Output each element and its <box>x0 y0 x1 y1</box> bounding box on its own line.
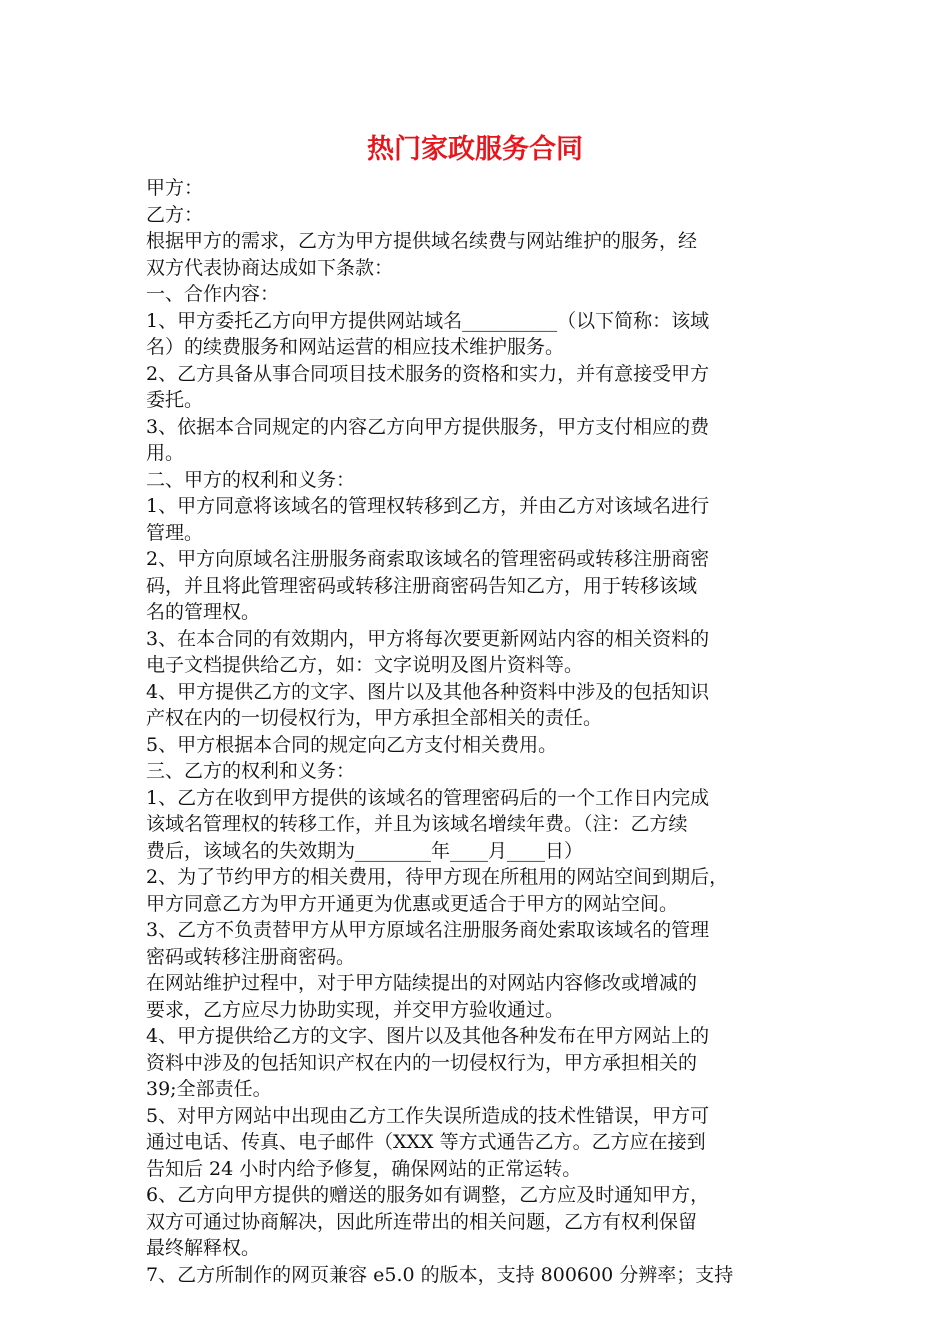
section-heading-cooperation: 一、合作内容： <box>146 283 280 305</box>
section-heading-party-a-rights: 二、甲方的权利和义务： <box>146 468 356 491</box>
clause-3-3: 3、乙方不负责替甲方从甲方原域名注册服务商处索取该域名的管理 密码或转移注册商密码。 <box>146 919 710 968</box>
clause-3-5: 5、对甲方网站中出现由乙方工作失误所造成的技术性错误，甲方可 通过电话、传真、电子邮件（XXX 等方式通告乙方。乙方应在接到 告知后 24 小时内给予修复，确保网站的正常运转。 <box>146 1104 710 1180</box>
section-heading-party-b-rights: 三、乙方的权利和义务： <box>146 760 356 782</box>
clause-2-1: 1、甲方同意将该域名的管理权转移到乙方，并由乙方对该域名进行 管理。 <box>146 495 710 544</box>
clause-1-3: 3、依据本合同规定的内容乙方向甲方提供服务，甲方支付相应的费 用。 <box>146 415 710 464</box>
clause-2-4: 4、甲方提供乙方的文字、图片以及其他各种资料中涉及的包括知识 产权在内的一切侵权行为，甲方承担全部相关的责任。 <box>146 680 710 729</box>
paragraph-party-a: 甲方： <box>146 177 204 199</box>
clause-3-4: 4、甲方提供给乙方的文字、图片以及其他各种发布在甲方网站上的 资料中涉及的包括知识产权在内的一切侵权行为，甲方承担相关的 39;全部责任。 <box>146 1025 710 1100</box>
clause-3-2: 2、为了节约甲方的相关费用，待甲方现在所租用的网站空间到期后， 甲方同意乙方为甲方开通更为优惠或更适合于甲方的网站空间。 <box>146 866 729 915</box>
document-title: 热门家政服务合同 <box>367 134 583 165</box>
clause-2-3: 3、在本合同的有效期内，甲方将每次要更新网站内容的相关资料的 电子文档提供给乙方，如：文字说明及图片资料等。 <box>146 627 710 676</box>
paragraph-preamble: 根据甲方的需求，乙方为甲方提供域名续费与网站维护的服务，经 双方代表协商达成如下条款： <box>146 230 698 279</box>
clause-3-1: 1、乙方在收到甲方提供的该域名的管理密码后的一个工作日内完成 该域名管理权的转移工作，并且为该域名增续年费。（注：乙方续 费后，该域名的失效期为________年____月____日） <box>146 786 710 862</box>
clause-2-2: 2、甲方向原域名注册服务商索取该域名的管理密码或转移注册商密 码，并且将此管理密码或转移注册商密码告知乙方，用于转移该域 名的管理权。 <box>146 548 710 623</box>
clause-3-6: 6、乙方向甲方提供的赠送的服务如有调整，乙方应及时通知甲方， 双方可通过协商解决，因此所连带出的相关问题，乙方有权利保留 最终解释权。 <box>146 1184 710 1259</box>
clause-3-7: 7、乙方所制作的网页兼容 e5.0 的版本，支持 800600 分辨率；支持 <box>146 1263 734 1286</box>
clause-1-2: 2、乙方具备从事合同项目技术服务的资格和实力，并有意接受甲方 委托。 <box>146 362 710 411</box>
clause-2-5: 5、甲方根据本合同的规定向乙方支付相关费用。 <box>146 733 558 756</box>
document-body <box>146 175 822 1288</box>
clause-3-3-continued: 在网站维护过程中，对于甲方陆续提出的对网站内容修改或增减的 要求，乙方应尽力协助实现，并交甲方验收通过。 <box>146 972 698 1021</box>
paragraph-party-b: 乙方： <box>146 203 204 226</box>
clause-1-1: 1、甲方委托乙方向甲方提供网站域名__________（以下简称：该域 名）的续费服务和网站运营的相应技术维护服务。 <box>146 309 710 358</box>
